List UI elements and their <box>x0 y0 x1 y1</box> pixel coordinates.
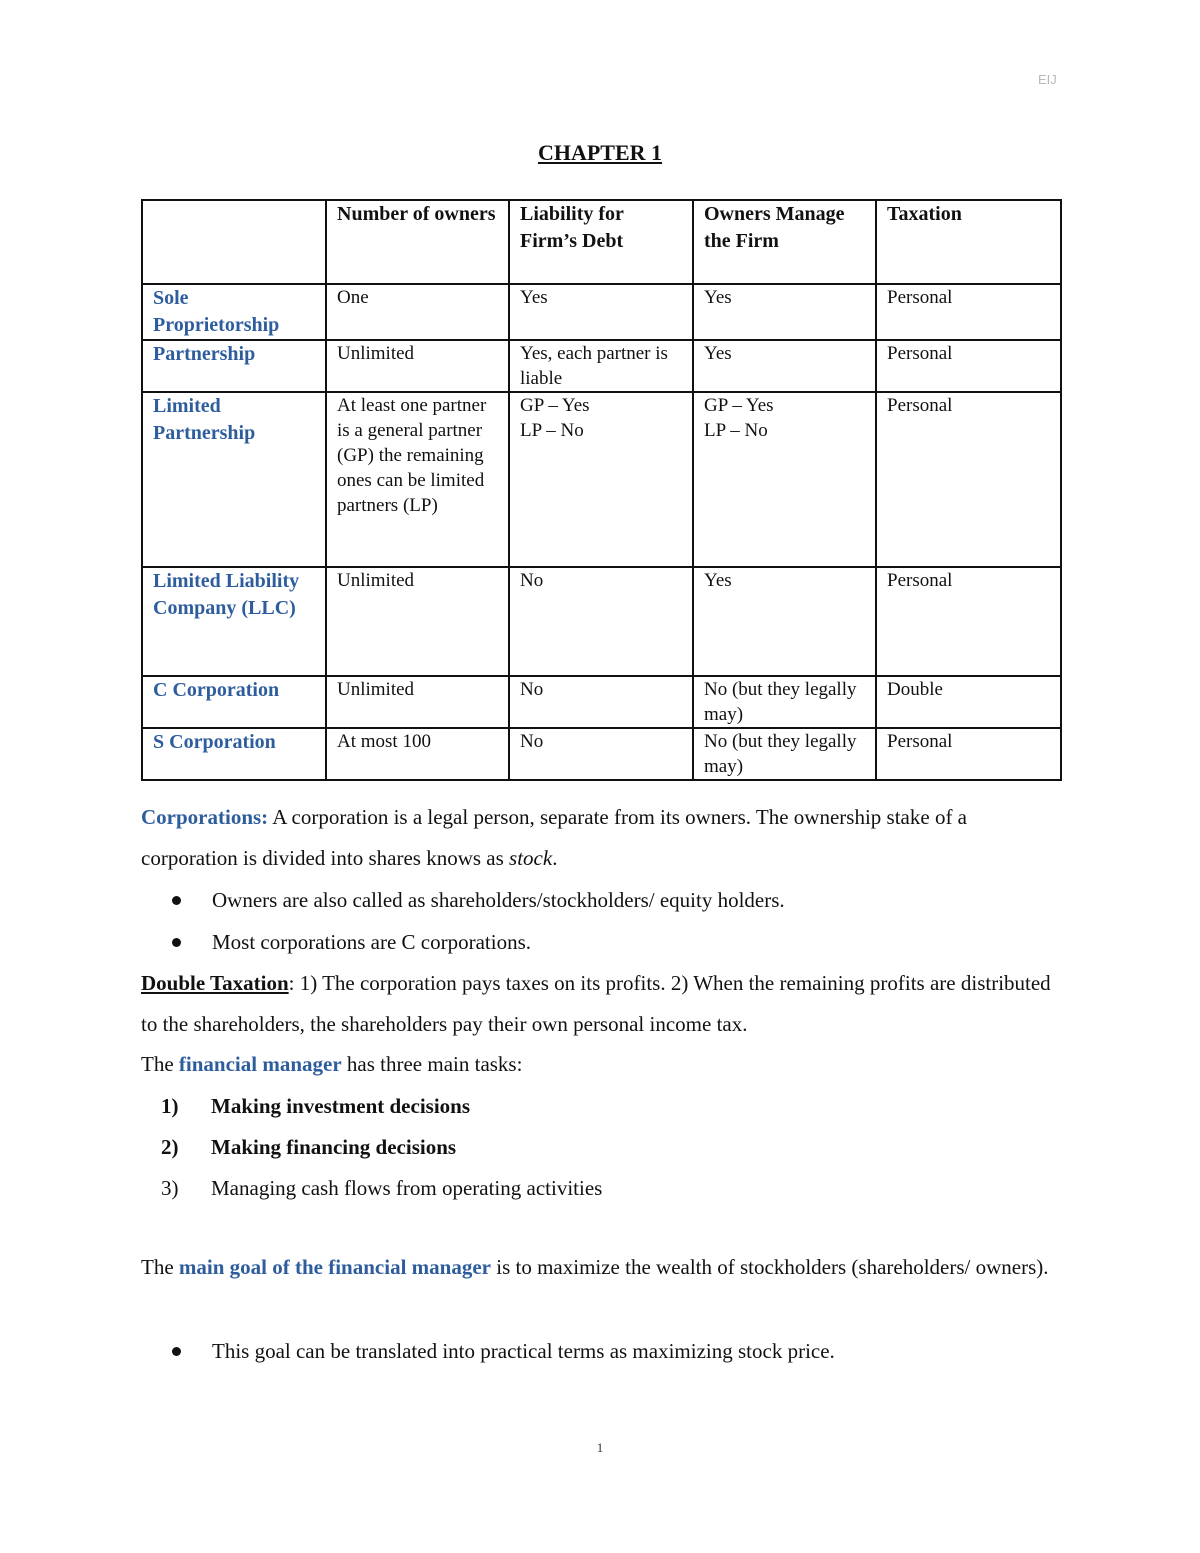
cell-owners: At most 100 <box>326 728 509 780</box>
fm-highlight: financial manager <box>178 1052 342 1076</box>
cell-liability: Yes, each partner is liable <box>509 340 693 392</box>
cell-owners: Unlimited <box>326 567 509 676</box>
list-item <box>172 879 785 921</box>
cell-taxation: Personal <box>876 567 1061 676</box>
header-initials: EIJ <box>1038 72 1057 87</box>
task-number: 3) <box>161 1176 179 1200</box>
task-text: Making investment decisions <box>211 1094 471 1118</box>
financial-manager-paragraph <box>141 1044 1066 1085</box>
cell-taxation: Personal <box>876 284 1061 340</box>
list-item <box>161 1086 602 1127</box>
table-header-cell: Number of owners <box>326 200 509 284</box>
cell-manage: Yes <box>693 284 876 340</box>
business-entity-table <box>141 199 1062 781</box>
main-goal-bullet-list <box>172 1330 835 1372</box>
financial-manager-task-list <box>161 1086 602 1209</box>
task-number: 2) <box>161 1135 179 1159</box>
table-header-cell: Taxation <box>876 200 1061 284</box>
cell-taxation: Double <box>876 676 1061 728</box>
cell-owners: At least one partner is a general partner (GP) the remaining ones can be limited partners (LP) <box>326 392 509 567</box>
goal-suffix: is to maximize the wealth of stockholders (shareholders/ owners). <box>490 1255 1049 1279</box>
cell-owners: Unlimited <box>326 676 509 728</box>
row-entity-name: Limited Liability Company (LLC) <box>142 567 326 676</box>
table-row <box>142 340 1061 392</box>
cell-manage: No (but they legally may) <box>693 676 876 728</box>
table-header-cell: Owners Manage the Firm <box>693 200 876 284</box>
goal-highlight: main goal of the financial manager <box>178 1255 491 1279</box>
double-taxation-label: Double Taxation <box>141 971 289 995</box>
cell-taxation: Personal <box>876 340 1061 392</box>
task-number: 1) <box>161 1094 179 1118</box>
table-header-row <box>142 200 1061 284</box>
cell-liability: No <box>509 728 693 780</box>
cell-liability: No <box>509 676 693 728</box>
row-entity-name: S Corporation <box>142 728 326 780</box>
row-entity-name: Sole Proprietorship <box>142 284 326 340</box>
list-item <box>172 921 785 963</box>
table-row <box>142 676 1061 728</box>
cell-owners: Unlimited <box>326 340 509 392</box>
task-text: Making financing decisions <box>211 1135 457 1159</box>
corporations-bullet-list <box>172 879 785 963</box>
bullet-text: This goal can be translated into practical terms as maximizing stock price. <box>212 1339 835 1363</box>
main-goal-paragraph <box>141 1247 1066 1288</box>
table-header-cell <box>142 200 326 284</box>
bullet-icon <box>172 896 181 905</box>
table-header-cell: Liability for Firm’s Debt <box>509 200 693 284</box>
list-item <box>161 1168 602 1209</box>
cell-line: LP – No <box>520 420 584 441</box>
row-entity-name: C Corporation <box>142 676 326 728</box>
row-entity-name: Partnership <box>142 340 326 392</box>
cell-line: GP – Yes <box>704 395 774 416</box>
cell-liability: Yes <box>509 284 693 340</box>
page-number: 1 <box>596 1440 604 1455</box>
row-entity-name: Limited Partnership <box>142 392 326 567</box>
bullet-text: Most corporations are C corporations. <box>212 930 532 954</box>
table-row <box>142 284 1061 340</box>
corporations-text: A corporation is a legal person, separate from its owners. The ownership stake of a corporation is divided into shares knows as <box>141 805 968 870</box>
cell-manage <box>693 392 876 567</box>
corporations-label: Corporations: <box>141 805 269 829</box>
task-text: Managing cash flows from operating activities <box>211 1176 603 1200</box>
stock-term: stock <box>509 846 553 870</box>
cell-owners: One <box>326 284 509 340</box>
corporations-text-end: . <box>552 846 558 870</box>
double-taxation-text: : 1) The corporation pays taxes on its profits. 2) When the remaining profits are distributed to the shareholders, the shareholders pay their own personal income tax. <box>141 971 1051 1036</box>
cell-liability <box>509 392 693 567</box>
cell-manage: No (but they legally may) <box>693 728 876 780</box>
corporations-paragraph <box>141 797 1066 879</box>
bullet-text: Owners are also called as shareholders/stockholders/ equity holders. <box>212 888 785 912</box>
cell-line: LP – No <box>704 420 768 441</box>
bullet-icon <box>172 1347 181 1356</box>
bullet-icon <box>172 938 181 947</box>
fm-prefix: The <box>141 1052 179 1076</box>
table-row <box>142 392 1061 567</box>
cell-taxation: Personal <box>876 728 1061 780</box>
table-row <box>142 728 1061 780</box>
cell-taxation: Personal <box>876 392 1061 567</box>
cell-liability: No <box>509 567 693 676</box>
table-row <box>142 567 1061 676</box>
goal-prefix: The <box>141 1255 179 1279</box>
list-item <box>161 1127 602 1168</box>
cell-manage: Yes <box>693 567 876 676</box>
fm-suffix: has three main tasks: <box>341 1052 523 1076</box>
cell-line: GP – Yes <box>520 395 590 416</box>
chapter-title: CHAPTER 1 <box>537 140 663 165</box>
list-item <box>172 1330 835 1372</box>
double-taxation-paragraph <box>141 963 1066 1045</box>
cell-manage: Yes <box>693 340 876 392</box>
